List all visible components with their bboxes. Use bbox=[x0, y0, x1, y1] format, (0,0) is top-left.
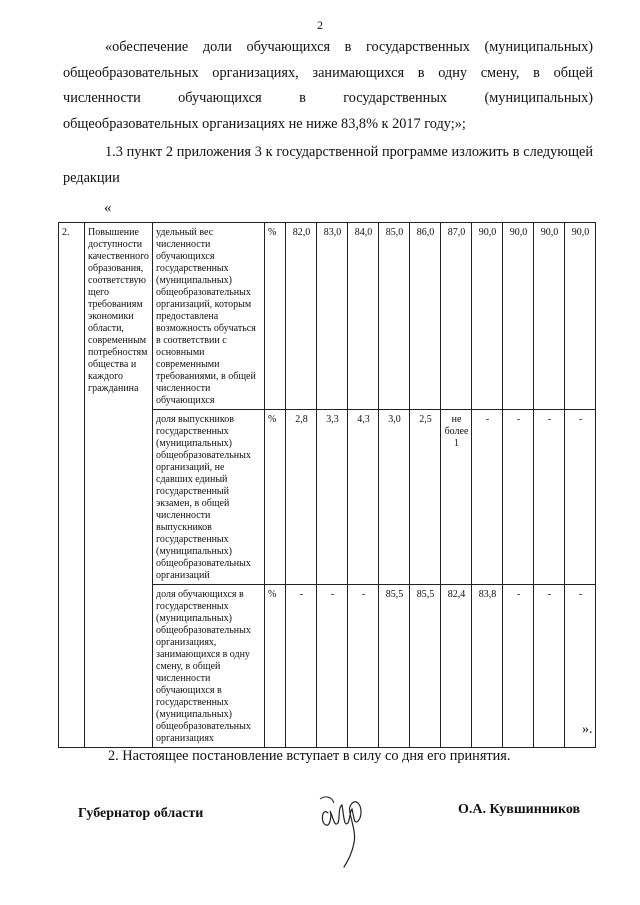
value-cell: 2,8 bbox=[286, 410, 317, 585]
value-cell: 82,0 bbox=[286, 223, 317, 410]
amendment-point-paragraph: 1.3 пункт 2 приложения 3 к государственной программе изложить в следующей редакции bbox=[63, 144, 593, 186]
value-cell: - bbox=[503, 585, 534, 748]
signatory-title: Губернатор области bbox=[78, 806, 204, 821]
goal-cell: Повышение доступности качественного образования, соответствующего требованиям экономики области, современным потребностям общества и каждого гражданина bbox=[85, 223, 153, 748]
value-cell: 90,0 bbox=[534, 223, 565, 410]
unit-cell: % bbox=[265, 585, 286, 748]
value-cell: 84,0 bbox=[348, 223, 379, 410]
value-cell: - bbox=[317, 585, 348, 748]
indicators-table bbox=[58, 222, 596, 748]
value-cell: - bbox=[503, 410, 534, 585]
value-cell: 90,0 bbox=[472, 223, 503, 410]
value-cell: 90,0 bbox=[503, 223, 534, 410]
indicator-cell: доля выпускников государственных (муниципальных) общеобразовательных организаций, не сдавших единый государственный экзамен, в общей численности выпускников государственных (муниципальных) общеобразовательных организаций bbox=[153, 410, 265, 585]
value-cell: - bbox=[348, 585, 379, 748]
value-cell: 86,0 bbox=[410, 223, 441, 410]
unit-cell: % bbox=[265, 410, 286, 585]
value-cell: 87,0 bbox=[441, 223, 472, 410]
value-cell: 83,0 bbox=[317, 223, 348, 410]
unit-cell: % bbox=[265, 223, 286, 410]
handwritten-signature bbox=[318, 793, 366, 871]
closing-quote: ». bbox=[582, 722, 593, 737]
value-cell: 90,0 bbox=[565, 223, 596, 410]
indicator-cell: доля обучающихся в государственных (муниципальных) общеобразовательных организациях, занимающихся в одну смену, в общей численности обучающихся в государственных (муниципальных) общеобразовательных организациях bbox=[153, 585, 265, 748]
value-cell: 83,8 bbox=[472, 585, 503, 748]
value-cell: 82,4 bbox=[441, 585, 472, 748]
value-cell: - bbox=[534, 410, 565, 585]
value-cell: 85,5 bbox=[410, 585, 441, 748]
page-number: 2 bbox=[317, 18, 323, 32]
amendment-paragraph: «обеспечение доли обучающихся в государственных (муниципальных) общеобразовательных организациях, занимающихся в одну смену, в общей численности обучающихся в государственных (муниципальных) общеобразовательных организациях не ниже 83,8% к 2017 году;»; bbox=[63, 39, 593, 132]
effective-date-paragraph: 2. Настоящее постановление вступает в силу со дня его принятия. bbox=[108, 748, 511, 764]
value-cell: 3,0 bbox=[379, 410, 410, 585]
value-cell: 4,3 bbox=[348, 410, 379, 585]
value-cell: 2,5 bbox=[410, 410, 441, 585]
row-number-cell: 2. bbox=[59, 223, 85, 748]
value-cell: - bbox=[286, 585, 317, 748]
indicator-cell: удельный вес численности обучающихся государственных (муниципальных) общеобразовательных организаций, которым предоставлена возможность обучаться в соответствии с основными современными требованиями, в общей численности обучающихся bbox=[153, 223, 265, 410]
value-cell: - bbox=[565, 585, 596, 748]
value-cell: 85,5 bbox=[379, 585, 410, 748]
table-row bbox=[59, 223, 596, 410]
value-cell: не более 1 bbox=[441, 410, 472, 585]
value-cell: 3,3 bbox=[317, 410, 348, 585]
value-cell: - bbox=[472, 410, 503, 585]
value-cell: - bbox=[534, 585, 565, 748]
signatory-name: О.А. Кувшинников bbox=[458, 802, 581, 817]
value-cell: - bbox=[565, 410, 596, 585]
value-cell: 85,0 bbox=[379, 223, 410, 410]
opening-quote: « bbox=[104, 200, 112, 216]
